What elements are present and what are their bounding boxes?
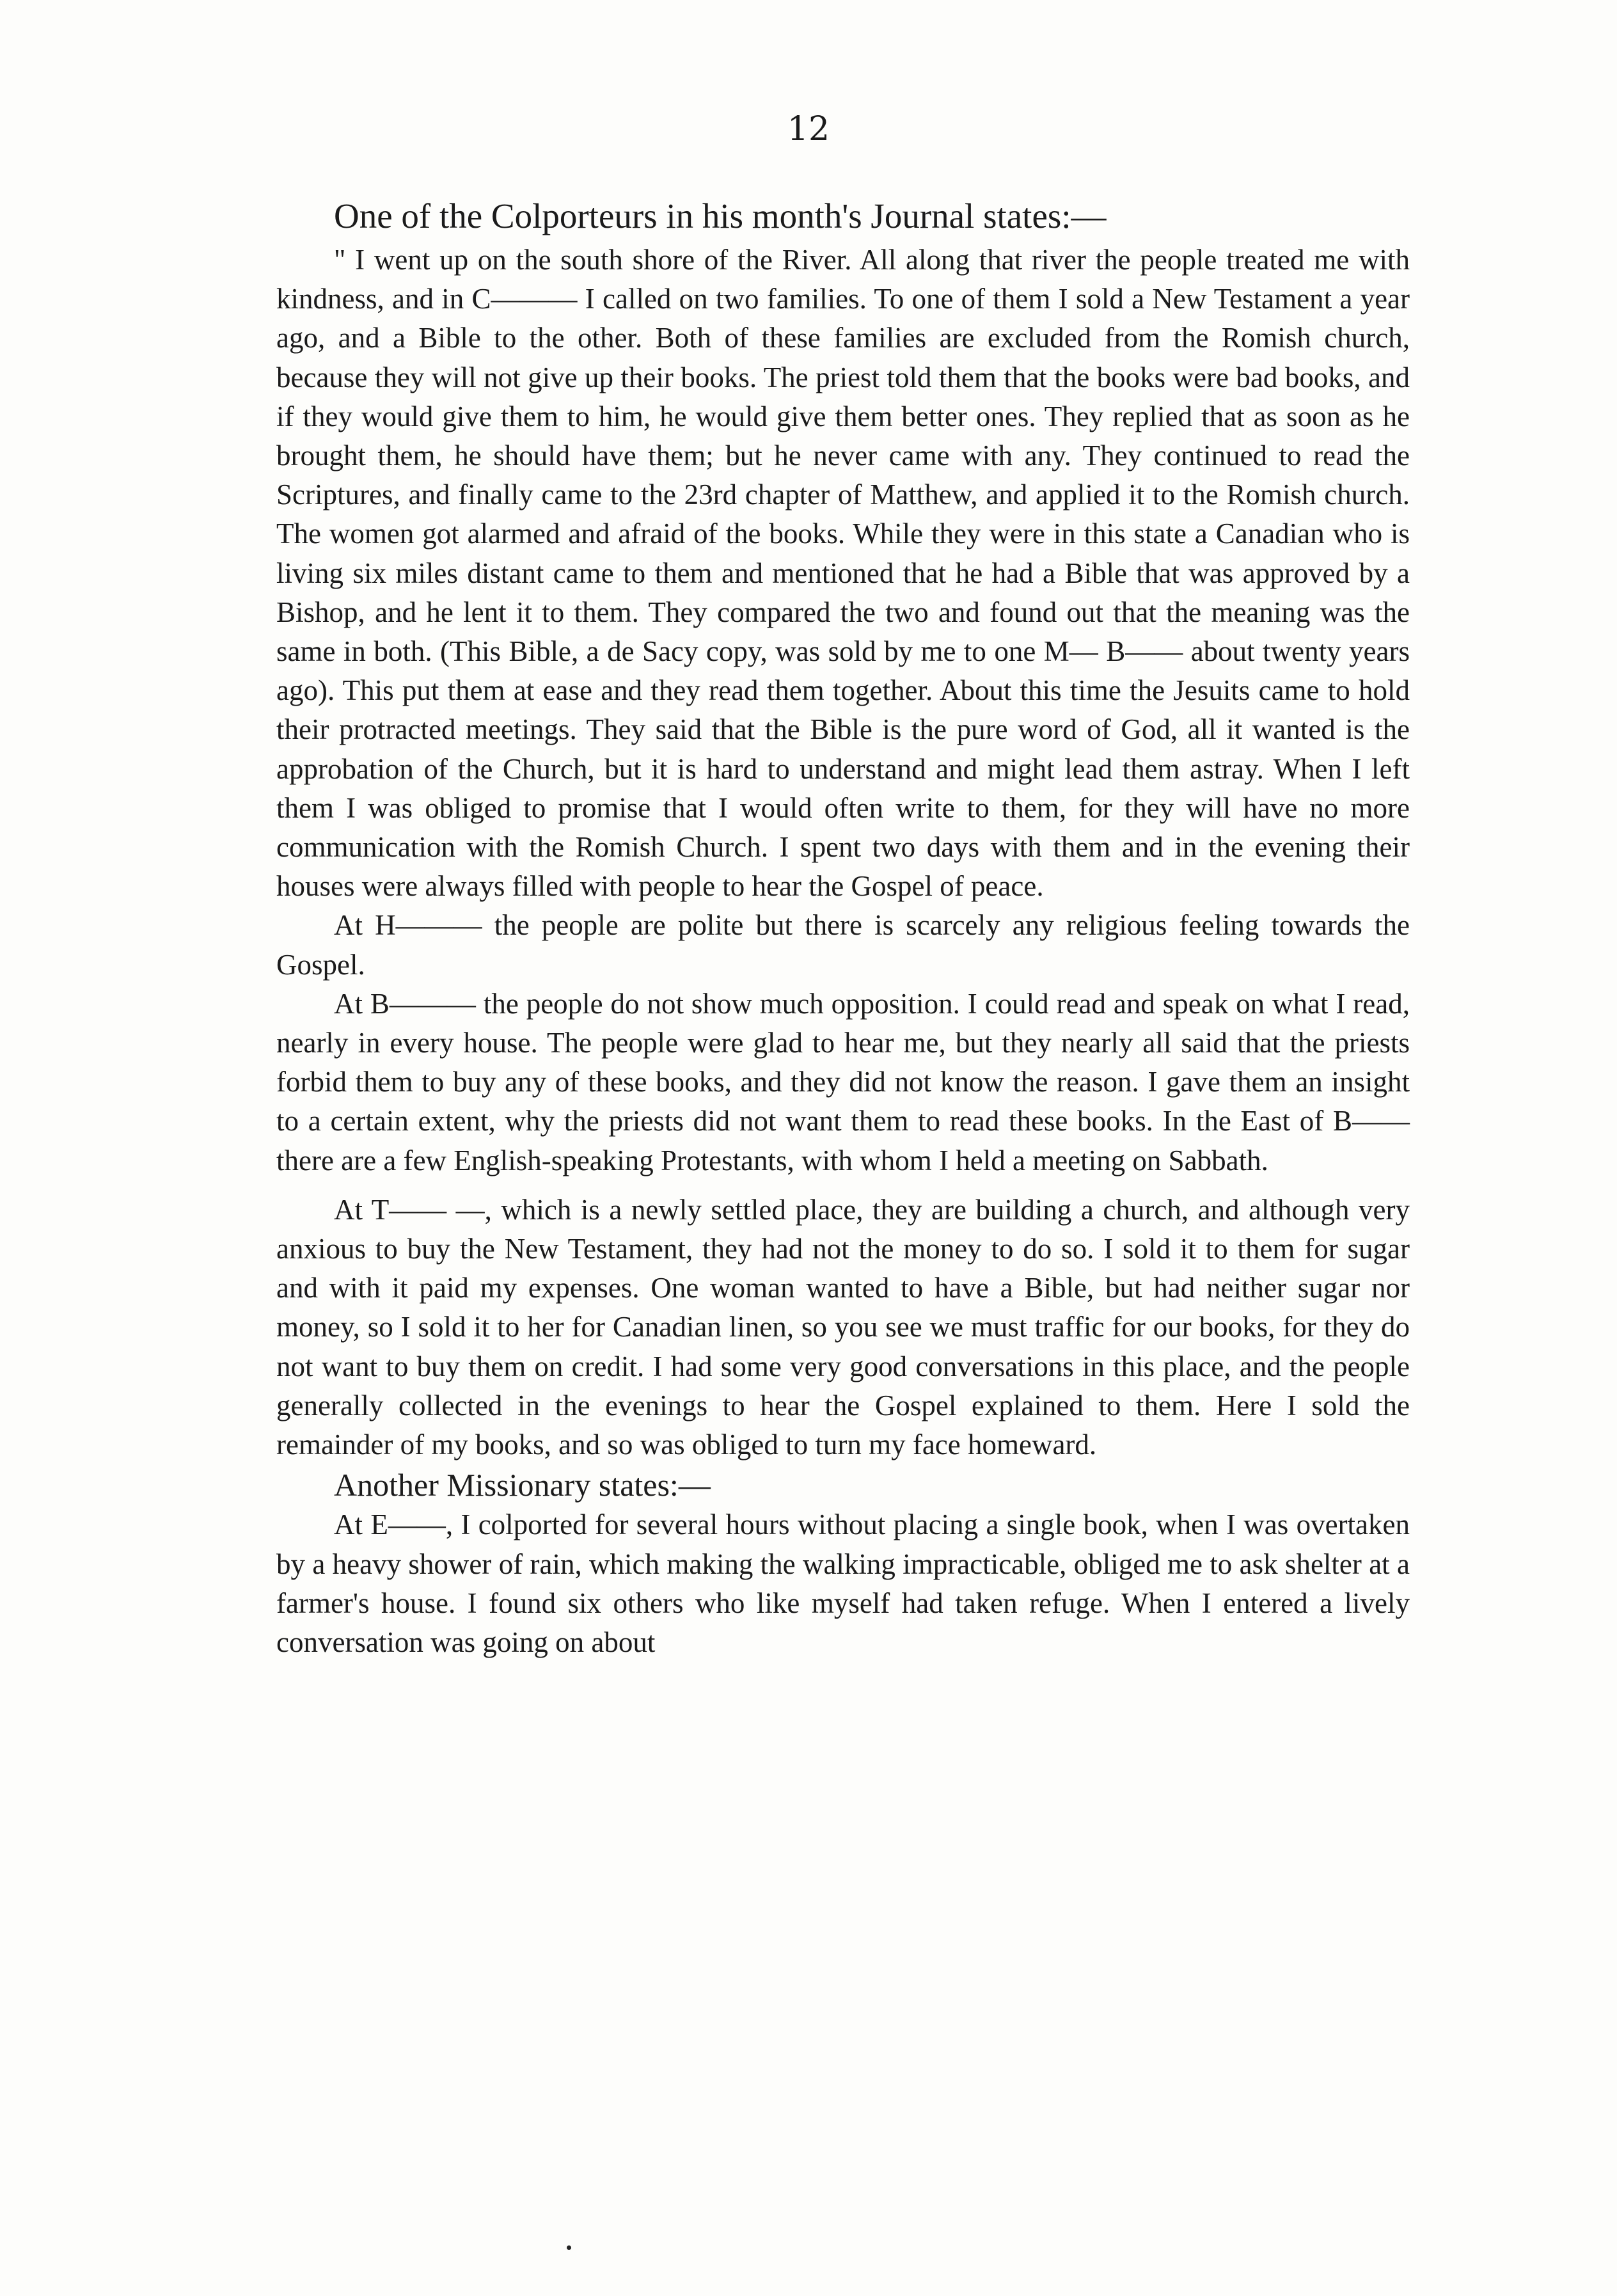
intro-line: One of the Colporteurs in his month's Journal states:— [334,196,1107,235]
paragraph-at-e: At E——, I colported for several hours without placing a single book, when I was overtaken by a heavy shower of rain, which making the walking impracticable, obliged me to ask shelter at a farmer's house. I found six others who like myself had taken refuge. When I entered a lively conversation was going on about [276,1508,1410,1658]
paragraph-at-b: At B——— the people do not show much opposition. I could read and speak on what I read, nearly in every house. The people were glad to hear me, but they nearly all said that the priests forbid them to buy any of these books, and they did not know the reason. I gave them an insight to a certain extent, why the priests did not want them to read these books. In the East of B—— there are a few English-speaking Protestants, with whom I held a meeting on Sabbath. [276,987,1410,1176]
paragraph-at-t: At T—— —, which is a newly settled place, they are building a church, and although very anxious to buy the New Testament, they had not the money to do so. I sold it to them for sugar and with it paid my expenses. One woman wanted to have a Bible, but had neither sugar nor money, so I sold it to her for Canadian linen, so you see we must traffic for our books, for they do not want to buy them on credit. I had some very good conversations in this place, and the people generally collected in the evenings to hear the Gospel explained to them. Here I sold the remainder of my books, and so was obliged to turn my face homeward. [276,1193,1410,1461]
page-number: 12 [787,110,830,148]
body-text [276,192,1410,1662]
paragraph-at-h: At H——— the people are polite but there is scarcely any religious feeling towards the Gospel. [276,909,1410,981]
paragraph-colporteur-journal: " I went up on the south shore of the River. All along that river the people treated me with kindness, and in C——— I called on two families. To one of them I sold a New Testament a year ago, and a Bible to the other. Both of these families are excluded from the Romish church, because they will not give up their books. The priest told them that the books were bad books, and if they would give them to him, he would give them better ones. They replied that as soon as he brought them, he should have them; but he never came with any. They continued to read the Scriptures, and finally came to the 23rd chapter of Matthew, and applied it to the Romish church. The women got alarmed and afraid of the books. While they were in this state a Canadian who is living six miles distant came to them and mentioned that he had a Bible that was approved by a Bishop, and he lent it to them. They compared the two and found out that the meaning was the same in both. (This Bible, a de Sacy copy, was sold by me to one M— B—— about twenty years ago). This put them at ease and they read them together. About this time the Jesuits came to hold their protracted meetings. They said that the Bible is the pure word of God, all it wanted is the approbation of the Church, but it is hard to understand and might lead them astray. When I left them I was obliged to promise that I would often write to them, for they will have no more communication with the Romish Church. I spent two days with them and in the evening their houses were always filled with people to hear the Gospel of peace. [276,244,1410,903]
second-heading: Another Missionary states:— [334,1467,711,1503]
ink-speck [567,2245,571,2250]
